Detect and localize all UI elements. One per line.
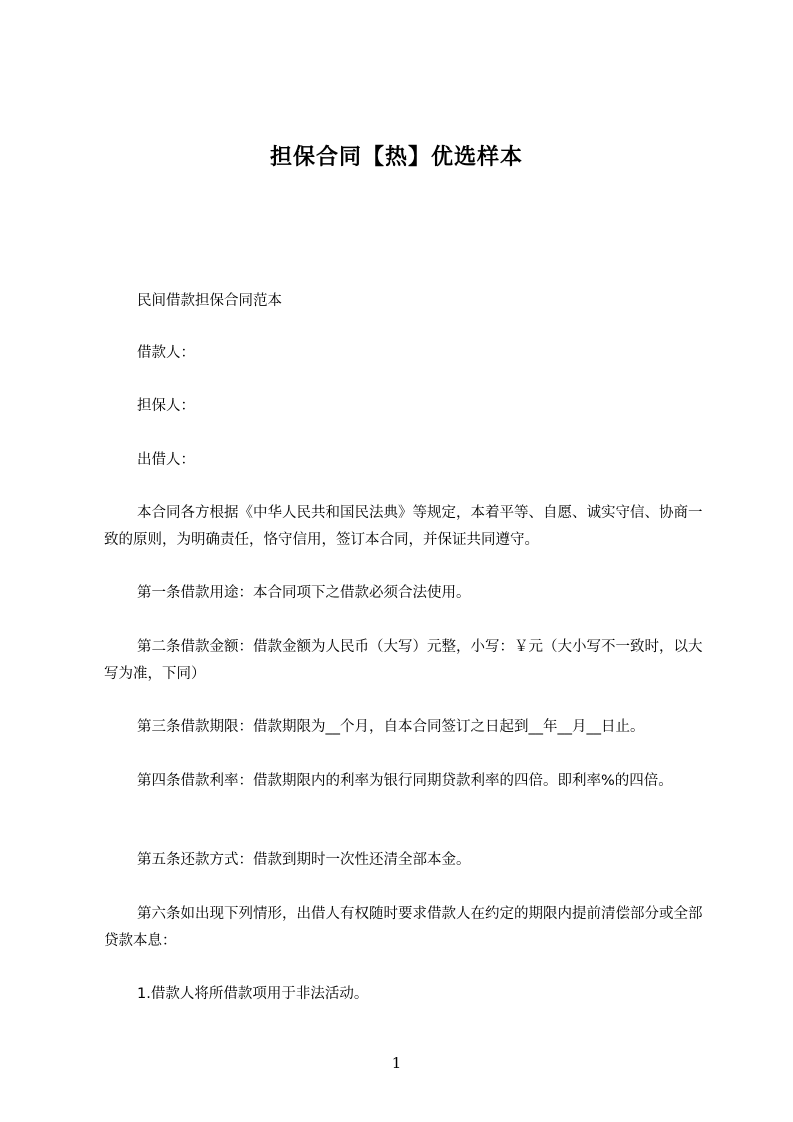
paragraph-borrower: 借款人：	[137, 345, 195, 361]
paragraph-subtitle: 民间借款担保合同范本	[137, 293, 282, 309]
page-number: 1	[391, 1054, 402, 1072]
paragraph-article-4: 第四条借款利率：借款期限内的利率为银行同期贷款利率的四倍。即利率%的四倍。	[137, 773, 673, 789]
paragraph-article-6: 第六条如出现下列情形，出借人有权随时要求借款人在约定的期限内提前清偿部分或全部贷款本息：	[104, 906, 703, 949]
paragraph-article-5: 第五条还款方式：借款到期时一次性还清全部本金。	[137, 852, 471, 868]
paragraph-article-2: 第二条借款金额：借款金额为人民币（大写）元整，小写：￥元（大小写不一致时，以大写为准，下同）	[104, 639, 703, 682]
paragraph-item-1: 1.借款人将所借款项用于非法活动。	[137, 986, 369, 1002]
paragraph-guarantor: 担保人：	[137, 398, 195, 414]
document-title: 担保合同【热】优选样本	[269, 145, 523, 170]
paragraph-article-1: 第一条借款用途：本合同项下之借款必须合法使用。	[137, 585, 471, 601]
paragraph-lender: 出借人：	[137, 452, 195, 468]
paragraph-article-3: 第三条借款期限：借款期限为__个月，自本合同签订之日起到__年__月__日止。	[137, 719, 645, 735]
paragraph-preamble: 本合同各方根据《中华人民共和国民法典》等规定，本着平等、自愿、诚实守信、协商一致的原则，为明确责任，恪守信用，签订本合同，并保证共同遵守。	[104, 505, 703, 548]
